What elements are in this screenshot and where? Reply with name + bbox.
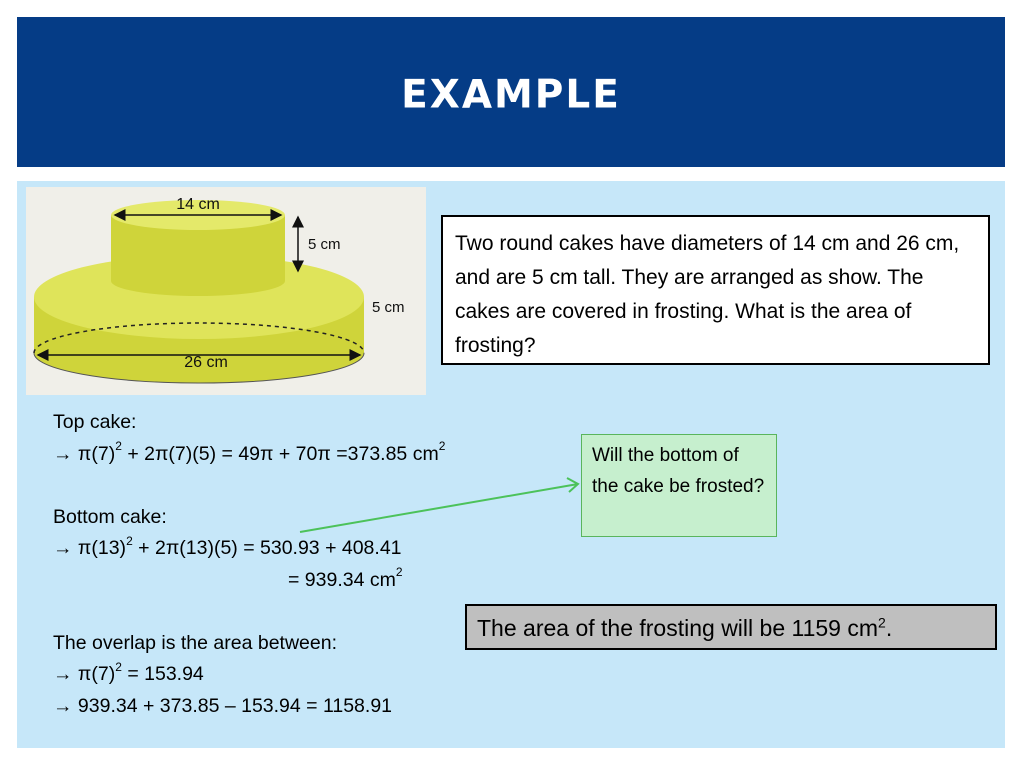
final-calc: → 939.34 + 373.85 – 153.94 = 1158.91: [53, 694, 393, 717]
question-note: Will the bottom of the cake be frosted?: [581, 434, 777, 537]
top-cake-heading: Top cake:: [53, 411, 137, 433]
arrow-icon: →: [53, 442, 73, 465]
overlap-heading: The overlap is the area between:: [53, 631, 338, 654]
bottom-cake-total: = 939.34 $cm^2$: [288, 565, 403, 591]
label-bottom-diameter: 26 cm: [184, 354, 228, 371]
problem-statement: Two round cakes have diameters of 14 cm and 26 cm, and are 5 cm tall. They are arranged as show. The cakes are covered in frosting. What is the area of frosting?: [441, 215, 990, 365]
bottom-cake-heading: Bottom cake:: [53, 505, 167, 528]
arrow-icon: →: [53, 663, 73, 685]
overlap-calc: → $\pi(7)^2 = 153.94$: [53, 659, 204, 685]
bottom-cake-calc: → $\pi(13)^2 + 2\pi(13)(5) = 530.93 + 408.41$: [53, 533, 402, 559]
slide-title: EXAMPLE: [401, 72, 621, 118]
cake-figure: [26, 187, 426, 395]
arrow-icon: →: [53, 694, 73, 717]
label-top-diameter: 14 cm: [176, 196, 220, 213]
label-bottom-height: 5 cm: [372, 299, 405, 316]
answer-box: The area of the frosting will be 1159 $cm^2$.: [465, 604, 997, 650]
label-top-height: 5 cm: [308, 236, 341, 253]
solution-work: [53, 407, 573, 722]
slide-header: [17, 17, 1005, 167]
answer-exponent: 2: [878, 614, 886, 631]
arrow-icon: →: [53, 537, 73, 559]
top-cake-calc: → $\pi(7)^2 + 2\pi(7)(5) = 49\pi + 70\pi =373.85$ $cm^2$: [53, 439, 446, 465]
answer-text: The area of the frosting will be 1159 cm: [477, 615, 879, 641]
cake-illustration: [26, 187, 426, 395]
